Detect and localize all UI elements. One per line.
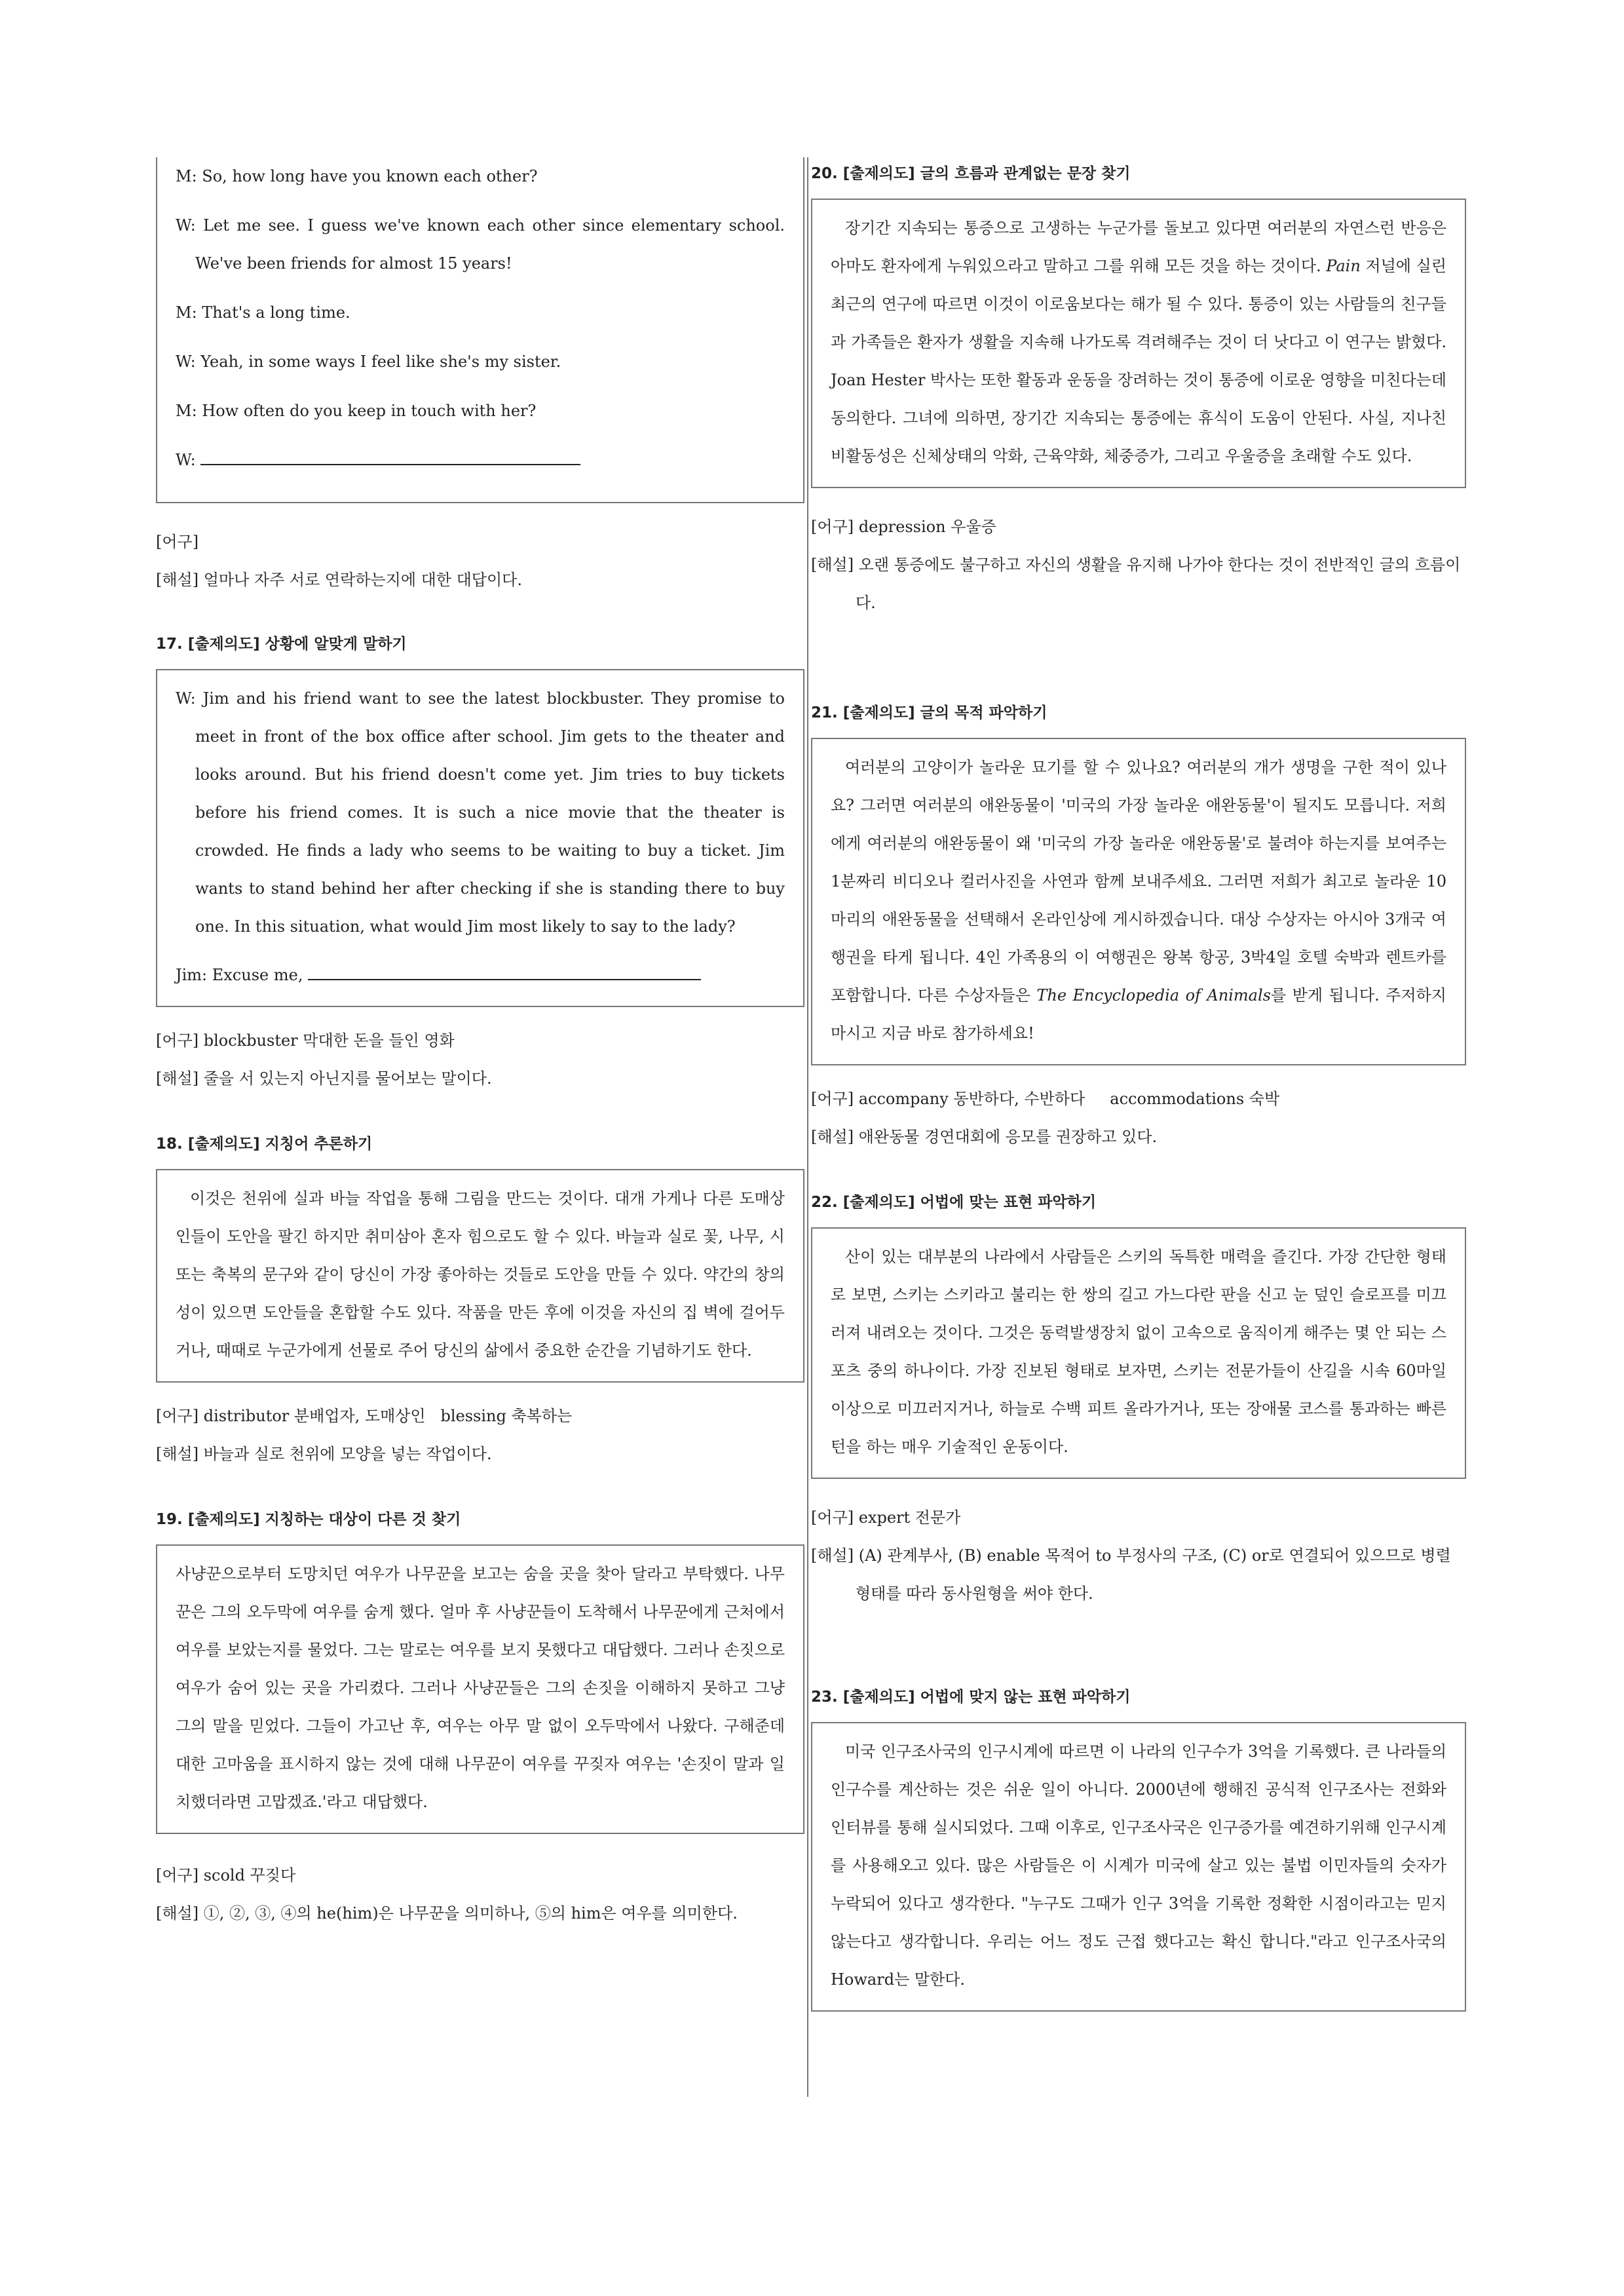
q20-passage (831, 209, 1446, 475)
vocab-note: [어구] scold 꾸짖다 (156, 1866, 296, 1885)
answer-blank (200, 464, 580, 465)
q21-title: 21. [출제의도] 글의 목적 파악하기 (811, 704, 1048, 721)
dialogue-line: M: So, how long have you known each other? (176, 167, 538, 185)
dialogue-line: W: Yeah, in some ways I feel like she's my sister. (176, 353, 561, 371)
q17-passage: W: Jim and his friend want to see the latest blockbuster. They promise to meet in front of the box office after school. Jim gets to the theater and looks around. But his friend doesn't come yet. Jim tries to buy tickets before his friend comes. It is such a nice movie that the theater is crowded. He finds a lady who seems to be waiting to buy a ticket. Jim wants to stand behind her after checking if she is standing there to buy one. In this situation, what would Jim most likely to say to the lady? (176, 689, 785, 936)
q17-answer-line (176, 956, 785, 994)
q16-notes (156, 523, 804, 599)
q17-notes (156, 1022, 804, 1098)
dialogue-line: M: How often do you keep in touch with her? (176, 402, 537, 420)
vocab-note: [어구] (156, 533, 199, 551)
explanation-note: [해설] 바늘과 실로 천위에 모양을 넣는 작업이다. (156, 1445, 492, 1463)
q22-notes (811, 1499, 1466, 1613)
vocab-note: [어구] blockbuster 막대한 돈을 들인 영화 (156, 1031, 455, 1050)
q16-dialogue-box (156, 157, 804, 503)
q22-passage: 산이 있는 대부분의 나라에서 사람들은 스키의 독특한 매력을 즐긴다. 가장 간단한 형태로 보면, 스키는 스키라고 불리는 한 쌍의 길고 가느다란 판을 신고 눈 덮인 슬로프를 미끄러져 내려오는 것이다. 그것은 동력발생장치 없이 고속으로 움직이게 해주는 몇 안 되는 스포츠 중의 하나이다. 가장 진보된 형태로 보자면, 스키는 전문가들이 산길을 시속 60마일 이상으로 미끄러지거나, 하늘로 수백 피트 올라가거나, 또는 장애물 코스를 통과하는 빠른 턴을 하는 매우 기술적인 운동이다. (831, 1248, 1446, 1456)
q18-passage: 이것은 천위에 실과 바늘 작업을 통해 그림을 만드는 것이다. 대개 가게나 다른 도매상인들이 도안을 팔긴 하지만 취미삼아 혼자 힘으로도 할 수 있다. 바늘과 실로 꽃, 나무, 시 또는 축복의 문구와 같이 당신이 가장 좋아하는 것들로 도안을 만들 수 있다. 약간의 창의성이 있으면 도안들을 혼합할 수도 있다. 작품을 만든 후에 이것을 자신의 집 벽에 걸어두거나, 때때로 누군가에게 선물로 주어 당신의 삶에서 중요한 순간을 기념하기도 한다. (176, 1189, 785, 1360)
passage-text: 저널에 실린 최근의 연구에 따르면 이것이 이로움보다는 해가 될 수 있다. 통증이 있는 사람들의 친구들과 가족들은 환자가 생활을 지속해 나가도록 격려해주는 것이 더 낫다고 이 연구는 밝혔다. Joan Hester 박사는 또한 활동과 운동을 장려하는 것이 통증에 이로운 영향을 미친다는데 동의한다. 그녀에 의하면, 장기간 지속되는 통증에는 휴식이 도움이 안된다. 사실, 지나친 비활동성은 신체상태의 악화, 근육약화, 체중증가, 그리고 우울증을 초래할 수도 있다. (831, 257, 1446, 465)
explanation-note: [해설] 얼마나 자주 서로 연락하는지에 대한 대답이다. (156, 571, 522, 589)
q17-passage-box (156, 669, 804, 1007)
explanation-note: [해설] 오랜 통증에도 불구하고 자신의 생활을 유지해 나가야 한다는 것이 전반적인 글의 흐름이다. (811, 556, 1461, 612)
dialogue-line: M: That's a long time. (176, 303, 350, 322)
q20-title: 20. [출제의도] 글의 흐름과 관계없는 문장 찾기 (811, 165, 1131, 182)
explanation-note: [해설] ①, ②, ③, ④의 he(him)은 나무꾼을 의미하나, ⑤의 him은 여우를 의미한다. (156, 1904, 738, 1923)
q23-passage-box (811, 1722, 1466, 2012)
q19-notes (156, 1856, 804, 1932)
vocab-note: [어구] depression 우울증 (811, 518, 996, 536)
q21-passage-box (811, 738, 1466, 1065)
speaker-label: W: (176, 451, 196, 469)
column-divider (807, 157, 808, 2097)
journal-title: Pain (1326, 257, 1361, 275)
answer-blank (308, 979, 701, 980)
dialogue-answer-line (176, 441, 785, 479)
q18-title: 18. [출제의도] 지칭어 추론하기 (156, 1136, 373, 1153)
q18-notes (156, 1397, 804, 1473)
vocab-note: [어구] distributor 분배업자, 도매상인 blessing 축복하는 (156, 1407, 573, 1425)
q20-passage-box (811, 199, 1466, 488)
q18-passage-box (156, 1169, 804, 1383)
right-column (811, 157, 1466, 2012)
explanation-note: [해설] (A) 관계부사, (B) enable 목적어 to 부정사의 구조, (C) or로 연결되어 있으므로 병렬 형태를 따라 동사원형을 써야 한다. (811, 1546, 1451, 1603)
vocab-note: [어구] expert 전문가 (811, 1508, 961, 1527)
q20-notes (811, 508, 1466, 622)
q21-passage (831, 748, 1446, 1052)
passage-text: 여러분의 고양이가 놀라운 묘기를 할 수 있나요? 여러분의 개가 생명을 구한 적이 있나요? 그러면 여러분의 애완동물이 '미국의 가장 놀라운 애완동물'이 될지도 모릅니다. 저희에게 여러분의 애완동물이 왜 '미국의 가장 놀라운 애완동물'로 불려야 하는지를 보여주는 1분짜리 비디오나 컬러사진을 사연과 함께 보내주세요. 그러면 저희가 최고로 놀라운 10마리의 애완동물을 선택해서 온라인상에 게시하겠습니다. 대상 수상자는 아시아 3개국 여행권을 타게 됩니다. 4인 가족용의 이 여행권은 왕복 항공, 3박4일 호텔 숙박과 렌트카를 포함합니다. 다른 수상자들은 (831, 758, 1446, 1004)
explanation-note: [해설] 애완동물 경연대회에 응모를 권장하고 있다. (811, 1128, 1158, 1146)
q19-title: 19. [출제의도] 지칭하는 대상이 다른 것 찾기 (156, 1511, 461, 1528)
vocab-note: [어구] accompany 동반하다, 수반하다 accommodations 숙박 (811, 1090, 1280, 1108)
q19-passage-box (156, 1544, 804, 1834)
passage-text: 장기간 지속되는 통증으로 고생하는 누군가를 돌보고 있다면 여러분의 자연스런 반응은 아마도 환자에게 누워있으라고 말하고 그를 위해 모든 것을 하는 것이다. (831, 219, 1446, 275)
q22-passage-box (811, 1227, 1466, 1479)
q21-notes (811, 1080, 1466, 1156)
passage-text: 를 받게 됩니다. 주저하지 마시고 지금 바로 참가하세요! (831, 986, 1446, 1043)
q22-title: 22. [출제의도] 어법에 맞는 표현 파악하기 (811, 1194, 1097, 1211)
explanation-note: [해설] 줄을 서 있는지 아닌지를 물어보는 말이다. (156, 1069, 492, 1088)
q16-dialogue (176, 157, 785, 479)
book-title: The Encyclopedia of Animals (1036, 986, 1271, 1004)
q17-title: 17. [출제의도] 상황에 알맞게 말하기 (156, 636, 407, 653)
dialogue-line: W: Let me see. I guess we've known each other since elementary school. We've been friends for almost 15 years! (176, 216, 785, 273)
q23-passage: 미국 인구조사국의 인구시계에 따르면 이 나라의 인구수가 3억을 기록했다. 큰 나라들의 인구수를 계산하는 것은 쉬운 일이 아니다. 2000년에 행해진 공식적 인구조사는 전화와 인터뷰를 통해 실시되었다. 그때 이후로, 인구조사국은 인구증가를 예견하기위해 인구시계를 사용해오고 있다. 많은 사람들은 이 시계가 미국에 살고 있는 불법 이민자들의 숫자가 누락되어 있다고 생각한다. "누구도 그때가 인구 3억을 기록한 정확한 시점이라고는 믿지 않는다고 생각합니다. 우리는 어느 정도 근접 했다고는 확신 합니다."라고 인구조사국의 Howard는 말한다. (831, 1742, 1447, 1989)
q19-passage: 사냥꾼으로부터 도망치던 여우가 나무꾼을 보고는 숨을 곳을 찾아 달라고 부탁했다. 나무꾼은 그의 오두막에 여우를 숨게 했다. 얼마 후 사냥꾼들이 도착해서 나무꾼에게 근처에서 여우를 보았는지를 물었다. 그는 말로는 여우를 보지 못했다고 대답했다. 그러나 손짓으로 여우가 숨어 있는 곳을 가리켰다. 그러나 사냥꾼들은 그의 손짓을 이해하지 못하고 그냥 그의 말을 믿었다. 그들이 가고난 후, 여우는 아무 말 없이 오두막에서 나왔다. 구해준데 대한 고마움을 표시하지 않는 것에 대해 나무꾼이 여우를 꾸짖자 여우는 '손짓이 말과 일치했더라면 고맙겠죠.'라고 대답했다. (176, 1565, 785, 1811)
left-column (156, 157, 804, 1932)
answer-prompt: Jim: Excuse me, (176, 966, 303, 984)
q23-title: 23. [출제의도] 어법에 맞지 않는 표현 파악하기 (811, 1689, 1131, 1706)
